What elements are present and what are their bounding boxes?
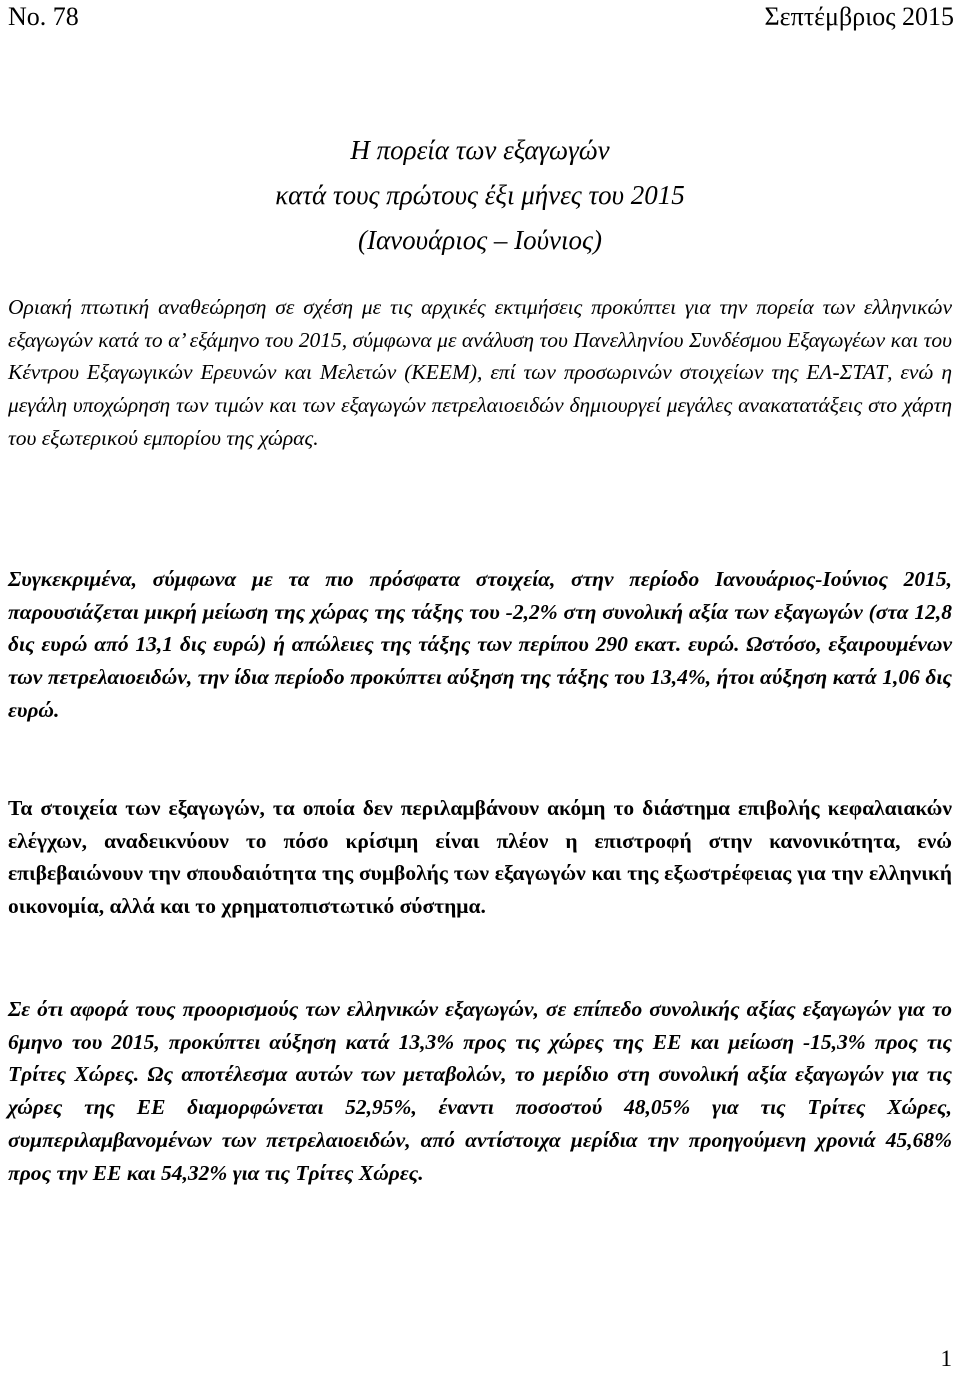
title-line-3: (Ιανουάριος – Ιούνιος) (358, 225, 602, 255)
paragraph-specifics: Συγκεκριμένα, σύμφωνα με τα πιο πρόσφατα στοιχεία, στην περίοδο Ιανουάριος-Ιούνιος 2015, παρουσιάζεται μικρή μείωση της χώρας της τάξης του -2,2% στη συνολική αξία των εξαγωγών (στα 12,8 δις ευρώ από 13,1 δις ευρώ) ή απώλειες της τάξης των περίπου 290 εκατ. ευρώ. Ωστόσο, εξαιρουμένων των πετρελαιοειδών, την ίδια περίοδο προκύπτει αύξηση της τάξης του 13,4%, ήτοι αύξηση κατά 1,06 δις ευρώ. (8, 567, 952, 722)
issue-number: No. 78 (8, 2, 79, 31)
paragraph-intro: Οριακή πτωτική αναθεώρηση σε σχέση με τις αρχικές εκτιμήσεις προκύπτει για την πορεία των ελληνικών εξαγωγών κατά το α’ εξάμηνο του 2015, σύμφωνα με ανάλυση του Πανελληνίου Συνδέσμου Εξαγωγέων και του Κέντρου Εξαγωγικών Ερευνών και Μελετών (ΚΕΕΜ), επί των προσωρινών στοιχείων της ΕΛ-ΣΤΑΤ, ενώ η μεγάλη υποχώρηση των τιμών και των εξαγωγών πετρελαιοειδών δημιουργεί μεγάλες ανακατατάξεις στο χάρτη του εξωτερικού εμπορίου της χώρας. (8, 295, 952, 450)
title-line-1: Η πορεία των εξαγωγών (350, 135, 610, 165)
page-header (0, 0, 960, 40)
title-line-2: κατά τους πρώτους έξι μήνες του 2015 (275, 180, 685, 210)
paragraph-capital-controls: Τα στοιχεία των εξαγωγών, τα οποία δεν περιλαμβάνουν ακόμη το διάστημα επιβολής κεφαλαιακών ελέγχων, αναδεικνύουν το πόσο κρίσιμη είναι πλέον η επιστροφή στην κανονικότητα, ενώ επιβεβαιώνουν την σπουδαιότητα της συμβολής των εξαγωγών και της εξωστρέφειας για την ελληνική οικονομία, αλλά και το χρηματοπιστωτικό σύστημα. (8, 796, 952, 919)
issue-date: Σεπτέμβριος 2015 (764, 2, 954, 31)
page-number: 1 (940, 1346, 952, 1371)
paragraph-destinations: Σε ότι αφορά τους προορισμούς των ελληνικών εξαγωγών, σε επίπεδο συνολικής αξίας εξαγωγών για το 6μηνο του 2015, προκύπτει αύξηση κατά 13,3% προς τις χώρες της ΕΕ και μείωση -15,3% προς τις Τρίτες Χώρες. Ως αποτέλεσμα αυτών των μεταβολών, το μερίδιο στη συνολική αξία εξαγωγών για τις χώρες της ΕΕ διαμορφώνεται 52,95%, έναντι ποσοστού 48,05% για τις Τρίτες Χώρες, συμπεριλαμβανομένων των πετρελαιοειδών, από αντίστοιχα μερίδια την προηγούμενη χρονιά 45,68% προς την ΕΕ και 54,32% για τις Τρίτες Χώρες. (8, 997, 952, 1185)
document-title (0, 128, 960, 263)
